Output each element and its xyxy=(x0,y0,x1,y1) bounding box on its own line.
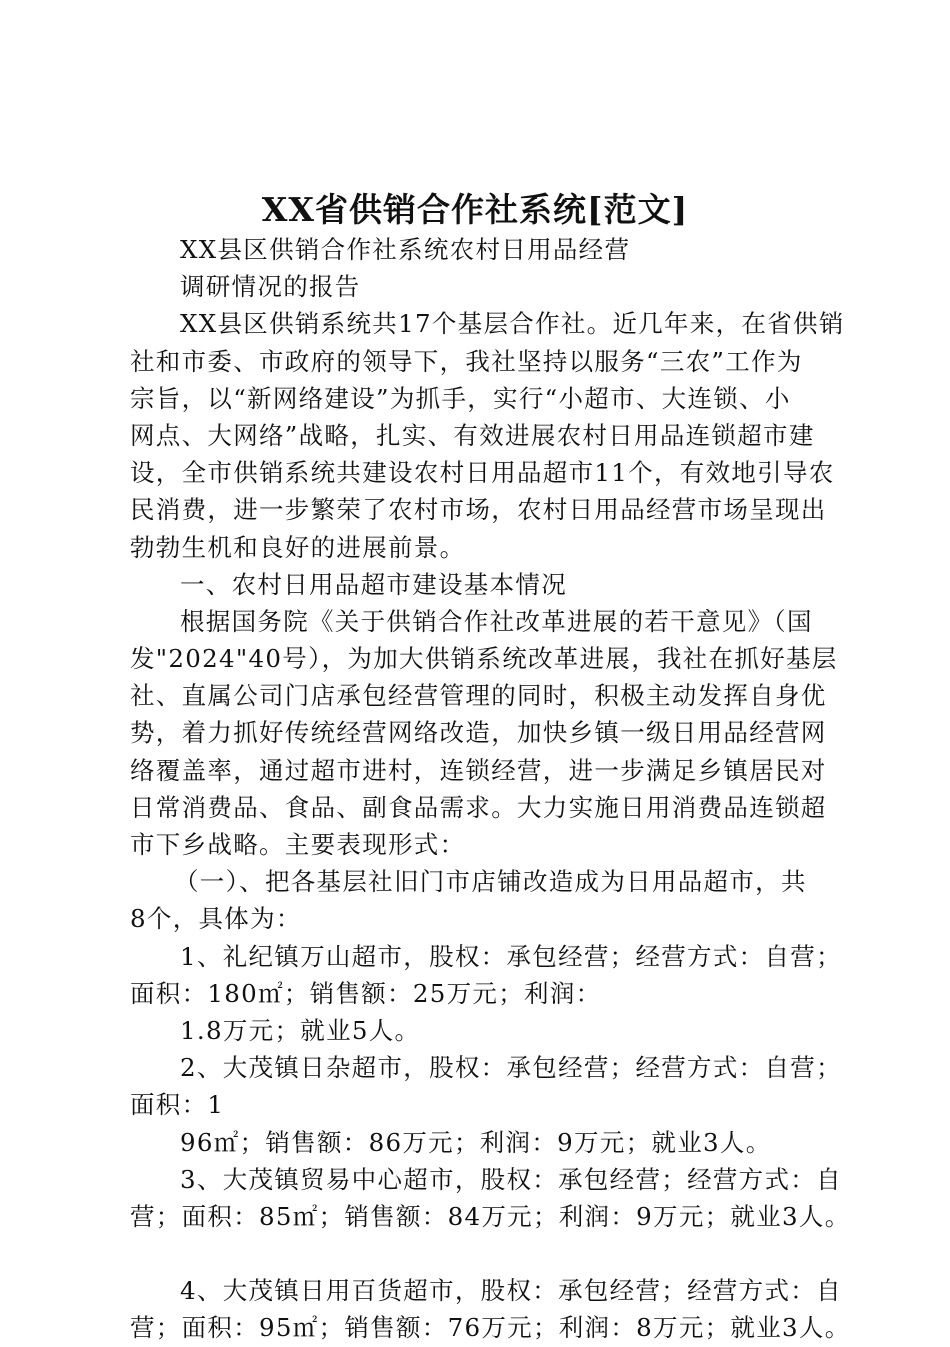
paragraph-line: 根据国务院《关于供销合作社改革进展的若干意见》（国 xyxy=(180,606,813,636)
list-item-line: 面积：1 xyxy=(130,1090,225,1120)
section-heading: 一、农村日用品超市建设基本情况 xyxy=(180,569,567,599)
paragraph-line: 设，全市供销系统共建设农村日用品超市11个，有效地引导农 xyxy=(130,458,835,488)
paragraph-line: 社和市委、市政府的领导下，我社坚持以服务“三农”工作为 xyxy=(130,346,803,376)
paragraph-line: 发"2024"40号），为加大供销系统改革进展，我社在抓好基层 xyxy=(130,644,838,674)
paragraph-line: 社、直属公司门店承包经营管理的同时，积极主动发挥自身优 xyxy=(130,681,827,711)
paragraph-line: 勃勃生机和良好的进展前景。 xyxy=(130,532,466,562)
list-item-line: 96㎡；销售额：86万元；利润：9万元；就业3人。 xyxy=(180,1127,772,1157)
document-title: XX省供销合作社系统[范文] xyxy=(261,190,689,229)
paragraph-line: 市下乡战略。主要表现形式： xyxy=(130,830,466,859)
list-item-line: 2、大茂镇日杂超市，股权：承包经营；经营方式：自营； xyxy=(180,1053,842,1083)
list-item-line: 营；面积：95㎡；销售额：76万元；利润：8万元；就业3人。 xyxy=(130,1313,851,1343)
paragraph-line: 网点、大网络”战略，扎实、有效进展农村日用品连锁超市建 xyxy=(130,420,815,450)
paragraph-line: 宗旨，以“新网络建设”为抓手，实行“小超市、大连锁、小 xyxy=(130,383,791,413)
list-item-line: 4、大茂镇日用百货超市，股权：承包经营；经营方式：自 xyxy=(180,1276,842,1306)
paragraph-line: 8个，具体为： xyxy=(130,904,302,934)
paragraph-line: 民消费，进一步繁荣了农村市场，农村日用品经营市场呈现出 xyxy=(130,495,827,525)
blank-line xyxy=(130,1235,830,1272)
subsection-heading: （一）、把各基层社旧门市店铺改造成为日用品超市，共 xyxy=(174,867,807,897)
document-body xyxy=(130,231,851,1347)
paragraph-line: 络覆盖率，通过超市进村，连锁经营，进一步满足乡镇居民对 xyxy=(130,755,827,785)
list-item-line: 1.8万元；就业5人。 xyxy=(180,1015,421,1045)
paragraph-line: XX县区供销系统共17个基层合作社。近几年来，在省供销 xyxy=(180,309,845,339)
paragraph-line: 势，着力抓好传统经营网络改造，加快乡镇一级日用品经营网 xyxy=(130,718,827,748)
report-heading-line-2: 调研情况的报告 xyxy=(180,272,361,302)
report-heading-line-1: XX县区供销合作社系统农村日用品经营 xyxy=(180,235,631,264)
list-item-line: 1、礼纪镇万山超市，股权：承包经营；经营方式：自营； xyxy=(180,941,842,971)
paragraph-line: 日常消费品、食品、副食品需求。大力实施日用消费品连锁超 xyxy=(130,792,827,822)
list-item-line: 营；面积：85㎡；销售额：84万元；利润：9万元；就业3人。 xyxy=(130,1201,851,1231)
list-item-line: 面积：180㎡；销售额：25万元；利润： xyxy=(130,978,602,1008)
list-item-line: 3、大茂镇贸易中心超市，股权：承包经营；经营方式：自 xyxy=(180,1164,842,1194)
